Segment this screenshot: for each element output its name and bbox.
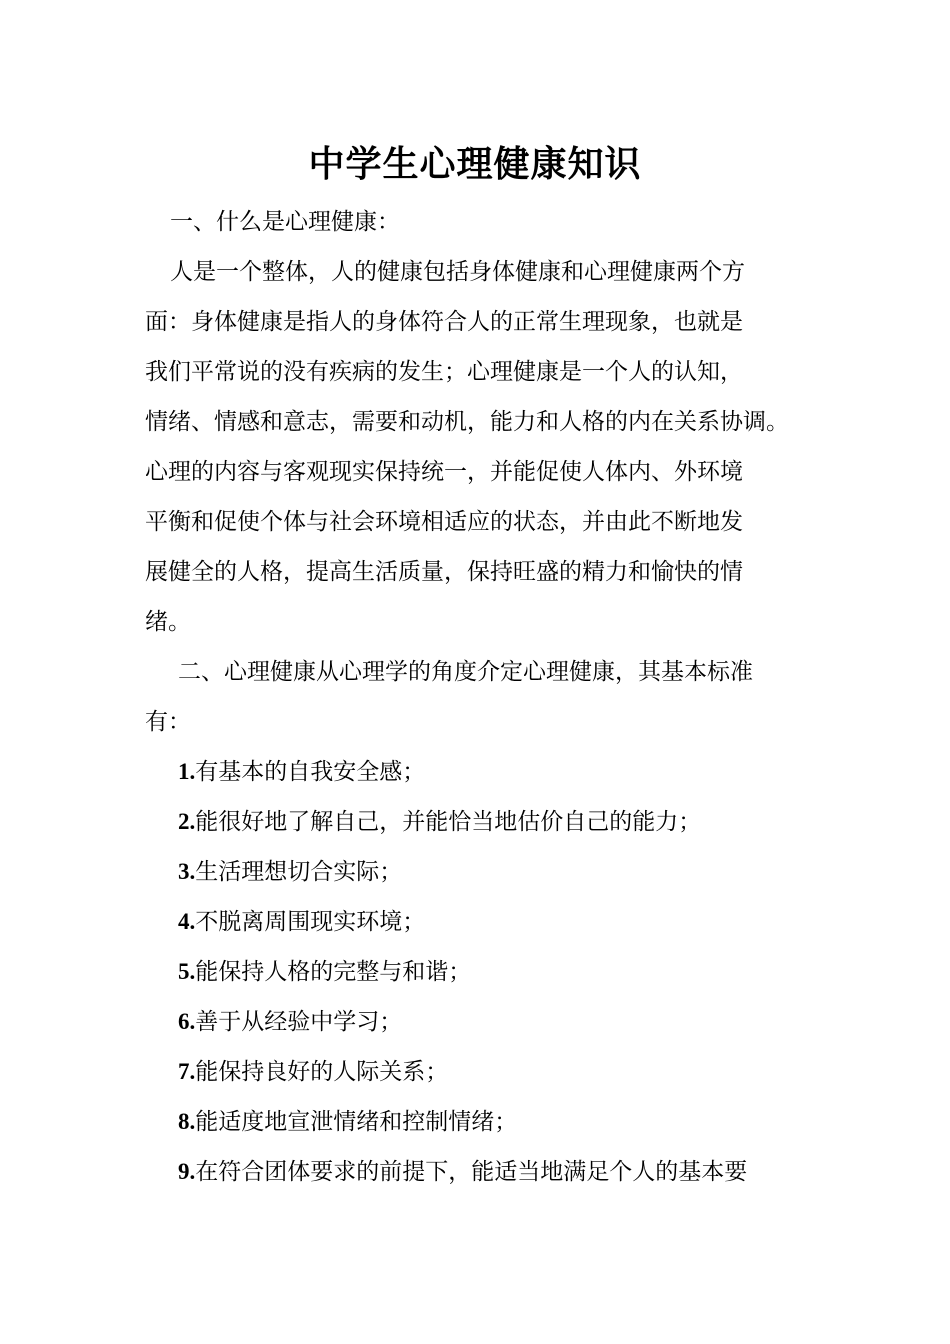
standard-number: 7. [178, 1059, 196, 1084]
standard-number: 5. [178, 959, 196, 984]
standard-text: 能保持人格的完整与和谐； [195, 959, 472, 985]
standard-item [178, 906, 425, 938]
paragraph-line: 绪。 [145, 609, 191, 635]
paragraph-line: 情绪、情感和意志，需要和动机，能力和人格的内在关系协调。 [145, 409, 789, 435]
paragraph-line: 我们平常说的没有疾病的发生；心理健康是一个人的认知， [145, 359, 743, 385]
standard-text: 生活理想切合实际； [195, 859, 403, 885]
paragraph-line: 展健全的人格，提高生活质量，保持旺盛的精力和愉快的情 [145, 559, 743, 585]
paragraph-line: 面：身体健康是指人的身体符合人的正常生理现象，也就是 [145, 309, 743, 335]
standard-number: 6. [178, 1009, 196, 1034]
standard-item [178, 1106, 517, 1138]
standard-item [178, 856, 402, 888]
standard-item [178, 1156, 747, 1188]
standard-number: 1. [178, 759, 196, 784]
standard-number: 9. [178, 1159, 196, 1184]
section2-heading-line: 二、心理健康从心理学的角度介定心理健康，其基本标准 [178, 659, 753, 685]
paragraph-line: 心理的内容与客观现实保持统一，并能促使人体内、外环境 [145, 459, 743, 485]
standard-number: 2. [178, 809, 196, 834]
paragraph-line: 平衡和促使个体与社会环境相适应的状态，并由此不断地发 [145, 509, 743, 535]
section2-heading-line: 有： [145, 709, 191, 735]
section1-heading: 一、什么是心理健康： [170, 209, 400, 235]
standard-number: 8. [178, 1109, 196, 1134]
document-title: 中学生心理健康知识 [308, 144, 642, 185]
paragraph-line: 人是一个整体，人的健康包括身体健康和心理健康两个方 [170, 259, 745, 285]
standard-text: 不脱离周围现实环境； [195, 909, 426, 935]
standard-item [178, 1056, 448, 1088]
standard-text: 有基本的自我安全感； [195, 759, 426, 785]
standard-text: 在符合团体要求的前提下，能适当地满足个人的基本要 [195, 1159, 748, 1185]
standard-text: 能保持良好的人际关系； [195, 1059, 449, 1085]
standard-number: 4. [178, 909, 196, 934]
standard-item [178, 956, 471, 988]
standard-text: 能适度地宣泄情绪和控制情绪； [195, 1109, 518, 1135]
standard-number: 3. [178, 859, 196, 884]
standard-item [178, 806, 701, 838]
standard-text: 能很好地了解自己，并能恰当地估价自己的能力； [195, 809, 702, 835]
standard-item [178, 1006, 402, 1038]
standard-item [178, 756, 425, 788]
standard-text: 善于从经验中学习； [195, 1009, 403, 1035]
